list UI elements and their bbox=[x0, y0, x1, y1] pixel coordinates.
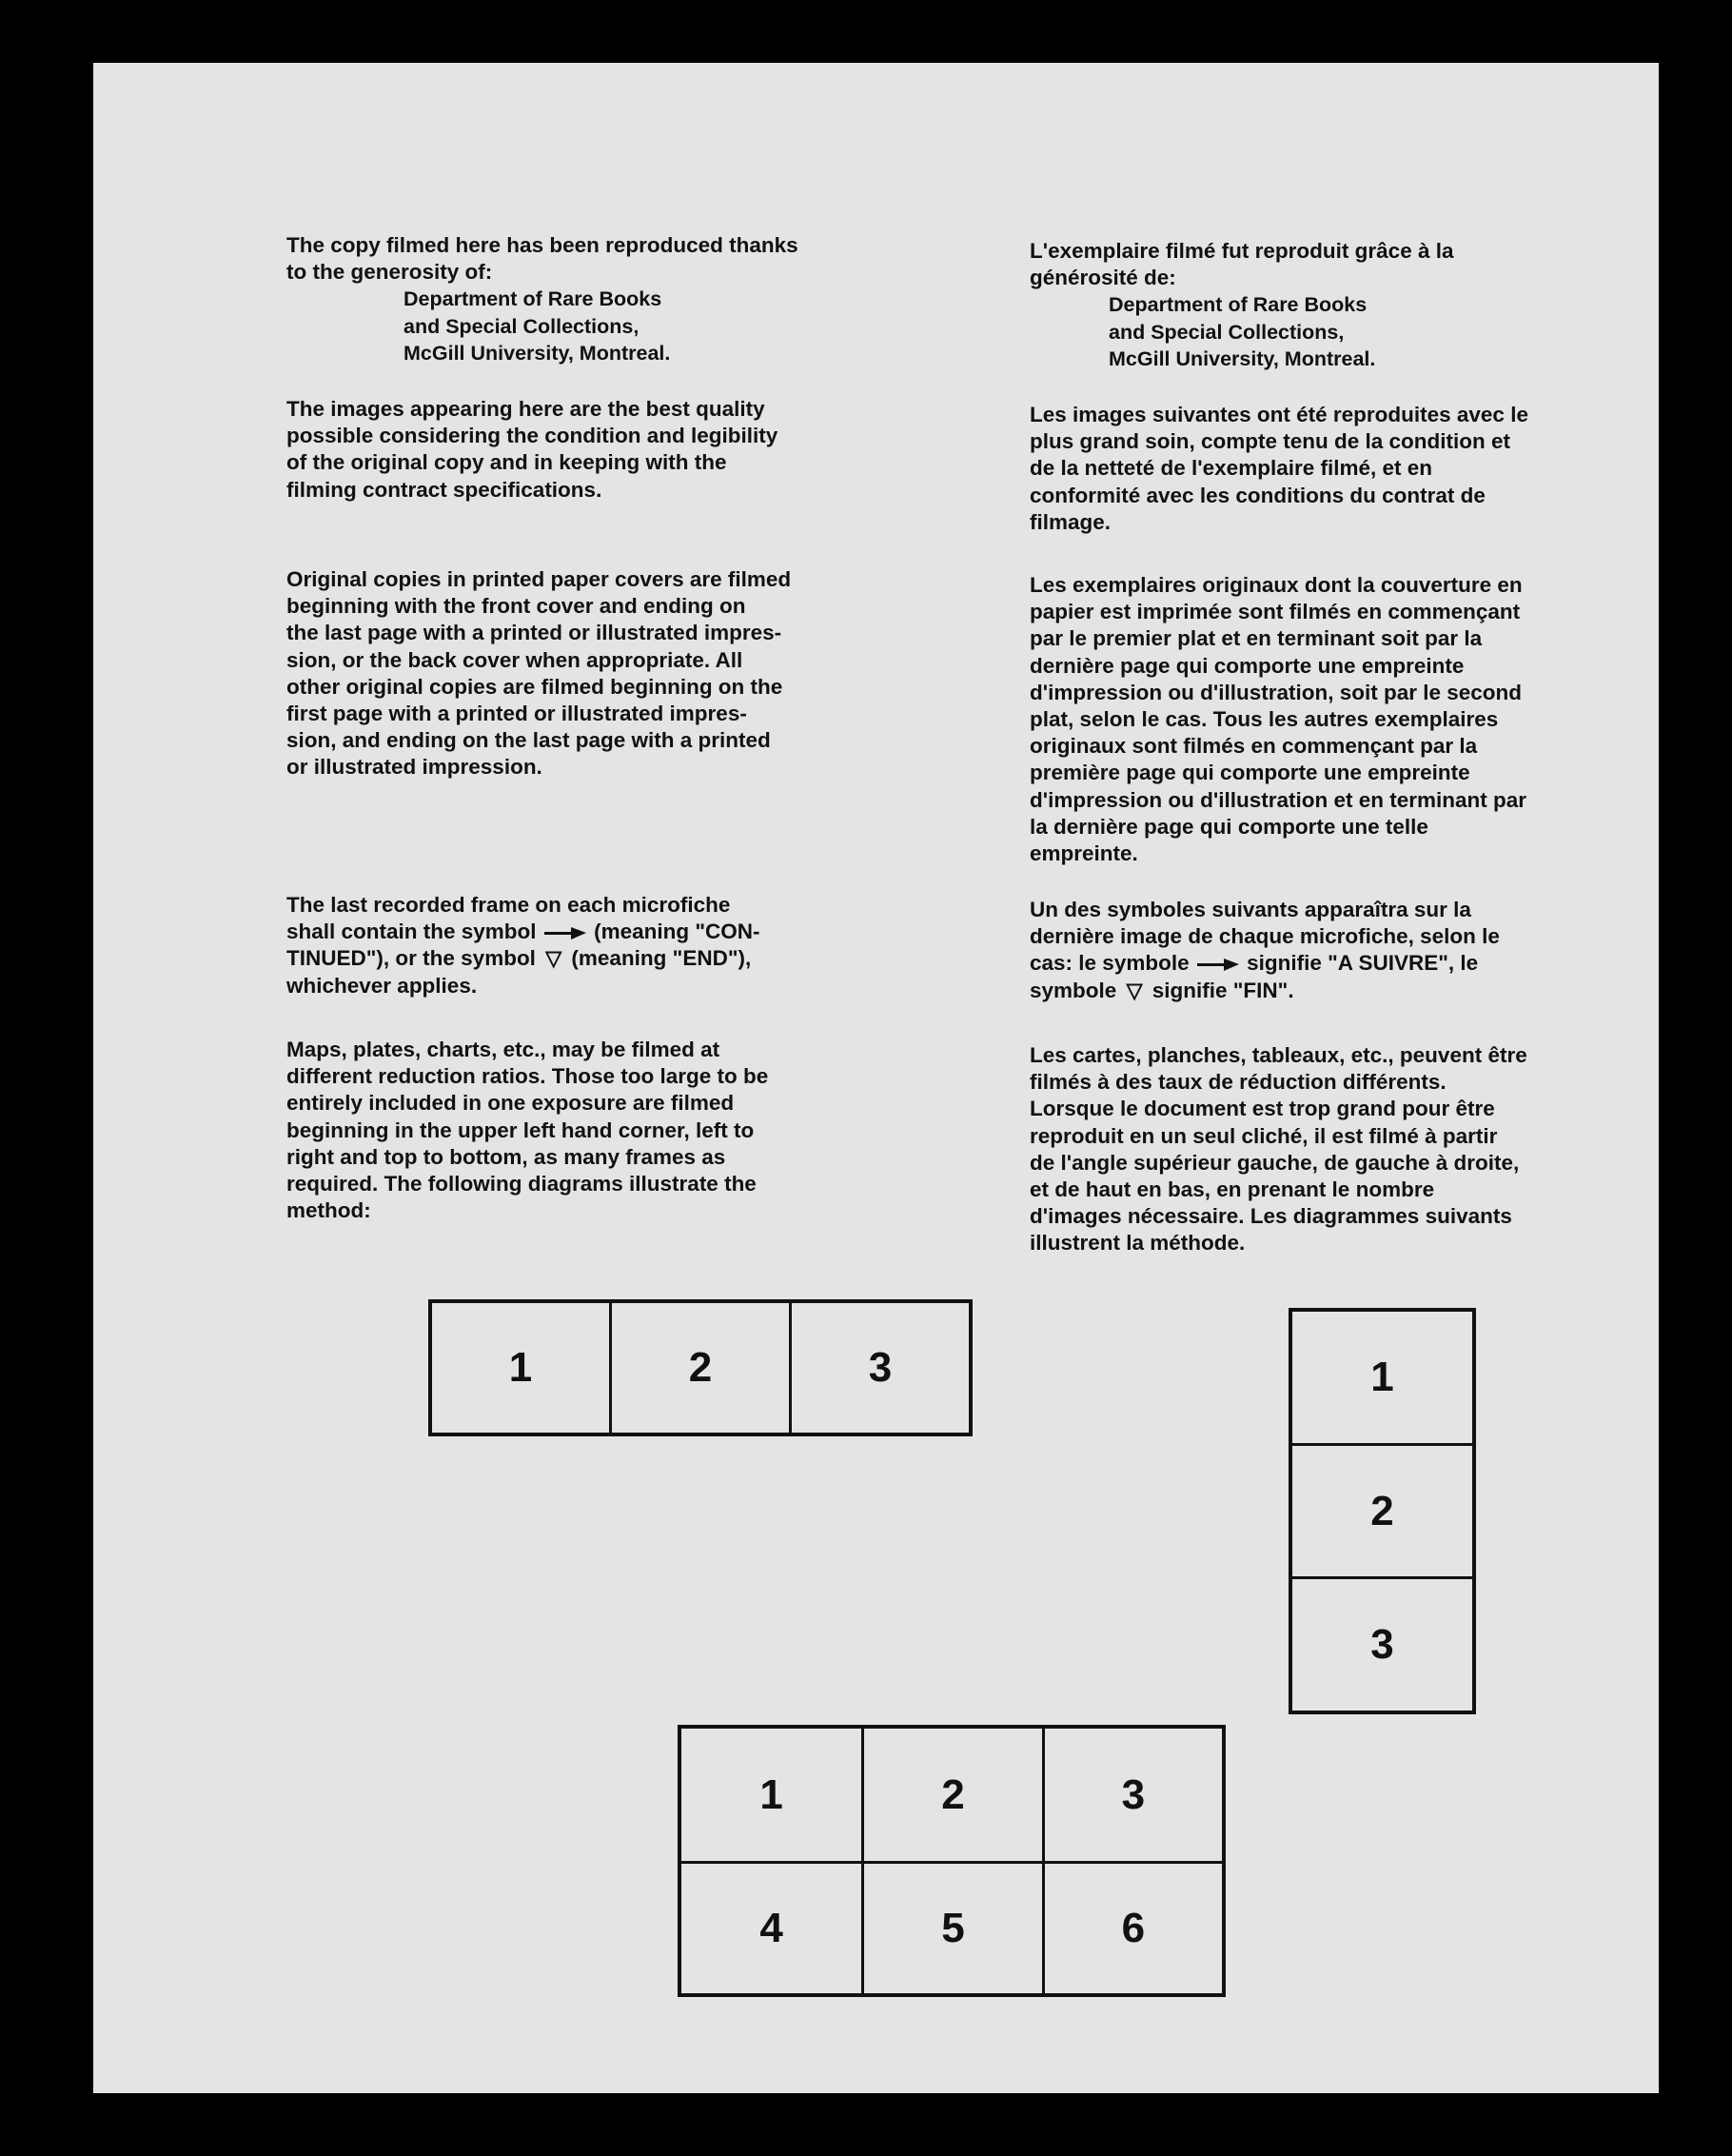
text-line: et de haut en bas, en prenant le nombre bbox=[1030, 1177, 1435, 1202]
text-line: empreinte. bbox=[1030, 841, 1138, 866]
text-line: filmage. bbox=[1030, 509, 1112, 534]
text-fragment: shall contain the symbol bbox=[286, 920, 537, 944]
text-line: whichever applies. bbox=[286, 973, 478, 998]
english-acknowledgement bbox=[286, 232, 896, 366]
french-filming-order-paragraph bbox=[1030, 572, 1639, 867]
text-line: first page with a printed or illustrated impres- bbox=[286, 702, 747, 726]
frame-cell: 2 bbox=[1292, 1443, 1472, 1577]
grid-frames-diagram bbox=[678, 1725, 1226, 1997]
text-line: Les cartes, planches, tableaux, etc., peuvent être bbox=[1030, 1043, 1527, 1067]
text-line: and Special Collections, bbox=[1109, 320, 1345, 344]
text-line: illustrent la méthode. bbox=[1030, 1231, 1246, 1256]
end-triangle-icon: ▽ bbox=[545, 946, 562, 971]
text-line: Les images suivantes ont été reproduites avec le bbox=[1030, 403, 1528, 426]
text-line: Original copies in printed paper covers are filmed bbox=[286, 567, 792, 591]
text-line: or illustrated impression. bbox=[286, 755, 542, 780]
text-line: d'impression ou d'illustration et en terminant par bbox=[1030, 787, 1527, 812]
text-line: générosité de: bbox=[1030, 266, 1176, 290]
text-line: Maps, plates, charts, etc., may be filmed at bbox=[286, 1038, 720, 1061]
text-line: dernière page qui comporte une empreinte bbox=[1030, 653, 1465, 678]
text-line: reproduit en un seul cliché, il est filmé à partir bbox=[1030, 1123, 1498, 1148]
text-line: papier est imprimée sont filmés en commençant bbox=[1030, 600, 1521, 624]
frame-cell: 4 bbox=[681, 1861, 861, 1993]
text-line: sion, or the back cover when appropriate. All bbox=[286, 647, 743, 672]
text-line: The copy filmed here has been reproduced thanks bbox=[286, 233, 798, 257]
text-line bbox=[1030, 950, 1639, 977]
institution-block bbox=[1030, 291, 1639, 372]
frame-cell: 5 bbox=[861, 1861, 1041, 1993]
english-reduction-paragraph bbox=[286, 1037, 896, 1224]
text-fragment: TINUED"), or the symbol bbox=[286, 946, 536, 971]
text-line: The last recorded frame on each microfiche bbox=[286, 893, 731, 917]
text-line: method: bbox=[286, 1198, 371, 1223]
text-line: première page qui comporte une empreinte bbox=[1030, 761, 1470, 785]
frame-cell: 2 bbox=[609, 1303, 789, 1433]
text-line: dernière image de chaque microfiche, selon le bbox=[1030, 924, 1500, 949]
frame-cell: 2 bbox=[861, 1729, 1041, 1861]
frame-cell: 1 bbox=[508, 1344, 533, 1391]
text-line bbox=[286, 919, 896, 945]
continued-arrow-icon bbox=[1197, 959, 1239, 970]
text-fragment: (meaning "CON- bbox=[594, 920, 760, 944]
end-triangle-icon: ▽ bbox=[1126, 978, 1143, 1002]
english-symbols-paragraph bbox=[286, 892, 896, 999]
text-line: right and top to bottom, as many frames as bbox=[286, 1144, 726, 1169]
text-line: required. The following diagrams illustrate the bbox=[286, 1172, 757, 1197]
text-line: de la netteté de l'exemplaire filmé, et en bbox=[1030, 456, 1433, 481]
french-reduction-paragraph bbox=[1030, 1042, 1639, 1257]
text-line: different reduction ratios. Those too large to be bbox=[286, 1064, 769, 1089]
institution-block bbox=[286, 286, 896, 366]
text-line: other original copies are filmed beginning on the bbox=[286, 674, 783, 699]
french-acknowledgement bbox=[1030, 238, 1639, 372]
frame-cell: 1 bbox=[759, 1770, 783, 1818]
text-line: filming contract specifications. bbox=[286, 477, 602, 502]
text-fragment: (meaning "END"), bbox=[571, 946, 752, 971]
text-line: possible considering the condition and legibility bbox=[286, 424, 778, 448]
text-line: filmés à des taux de réduction différents. bbox=[1030, 1070, 1447, 1095]
text-fragment: signifie "A SUIVRE", le bbox=[1247, 951, 1479, 976]
frame-cell: 1 bbox=[1370, 1353, 1394, 1400]
text-line: beginning with the front cover and ending on bbox=[286, 594, 746, 619]
text-line bbox=[1030, 978, 1639, 1004]
text-fragment: signifie "FIN". bbox=[1151, 978, 1294, 1002]
text-line: la dernière page qui comporte une telle bbox=[1030, 814, 1428, 839]
text-line: McGill University, Montreal. bbox=[403, 341, 671, 365]
text-line: Department of Rare Books bbox=[403, 287, 662, 311]
text-line: de l'angle supérieur gauche, de gauche à droite, bbox=[1030, 1150, 1520, 1175]
continued-arrow-icon bbox=[544, 927, 586, 939]
text-line: Les exemplaires originaux dont la couverture en bbox=[1030, 573, 1523, 597]
frame-cell: 3 bbox=[789, 1303, 969, 1433]
french-quality-paragraph bbox=[1030, 402, 1639, 536]
text-line: The images appearing here are the best quality bbox=[286, 397, 765, 421]
vertical-frames-diagram bbox=[1289, 1308, 1476, 1714]
text-line: plat, selon le cas. Tous les autres exemplaires bbox=[1030, 707, 1499, 732]
text-line: conformité avec les conditions du contrat de bbox=[1030, 483, 1486, 507]
text-line: par le premier plat et en terminant soit par la bbox=[1030, 626, 1483, 651]
text-line: and Special Collections, bbox=[403, 314, 640, 338]
frame-cell: 6 bbox=[1042, 1861, 1222, 1993]
text-line: McGill University, Montreal. bbox=[1109, 346, 1376, 370]
text-line: entirely included in one exposure are filmed bbox=[286, 1091, 735, 1116]
frame-cell: 3 bbox=[1292, 1576, 1472, 1711]
text-fragment: symbole bbox=[1030, 978, 1117, 1002]
text-line: sion, and ending on the last page with a printed bbox=[286, 728, 771, 753]
frame-cell: 3 bbox=[1042, 1729, 1222, 1861]
english-quality-paragraph bbox=[286, 396, 896, 504]
text-line: d'impression ou d'illustration, soit par le second bbox=[1030, 680, 1523, 704]
text-line: the last page with a printed or illustrated impres- bbox=[286, 621, 782, 645]
english-filming-order-paragraph bbox=[286, 566, 896, 781]
text-line: Un des symboles suivants apparaîtra sur la bbox=[1030, 898, 1471, 921]
text-line: L'exemplaire filmé fut reproduit grâce à la bbox=[1030, 239, 1454, 263]
horizontal-frames-diagram bbox=[428, 1299, 973, 1436]
text-line: Department of Rare Books bbox=[1109, 293, 1368, 317]
text-line: originaux sont filmés en commençant par la bbox=[1030, 734, 1478, 759]
text-line: to the generosity of: bbox=[286, 260, 493, 285]
text-line: Lorsque le document est trop grand pour être bbox=[1030, 1097, 1495, 1121]
text-line: beginning in the upper left hand corner, left to bbox=[286, 1118, 755, 1142]
french-symbols-paragraph bbox=[1030, 897, 1639, 1004]
text-line: of the original copy and in keeping with the bbox=[286, 450, 727, 475]
text-line: d'images nécessaire. Les diagrammes suivants bbox=[1030, 1204, 1512, 1229]
text-line: plus grand soin, compte tenu de la condition et bbox=[1030, 429, 1511, 454]
text-fragment: cas: le symbole bbox=[1030, 951, 1190, 976]
text-line bbox=[286, 945, 896, 972]
